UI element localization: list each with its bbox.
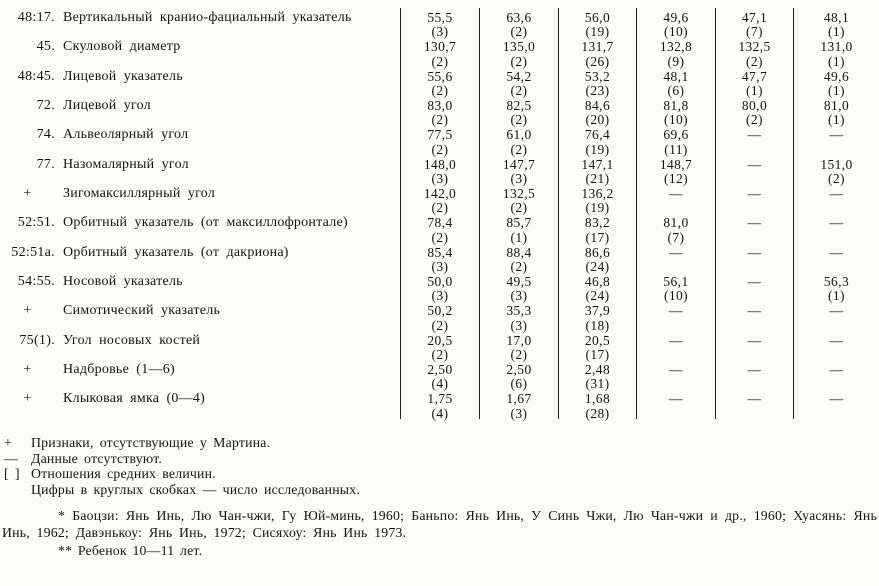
data-cell	[715, 125, 793, 154]
data-cell	[400, 331, 479, 360]
cell-value: 2,50	[427, 362, 453, 378]
data-cell	[715, 360, 793, 389]
cell-value: —	[829, 391, 844, 407]
table-row-label-cell	[0, 125, 400, 154]
data-cell	[479, 125, 558, 157]
data-cell	[793, 243, 879, 272]
cell-value: 17,0	[506, 332, 532, 348]
cell-value: 148,7	[659, 156, 693, 172]
cell-value: 78,4	[427, 215, 453, 231]
cell-value: —	[829, 244, 844, 260]
cell-count: (10)	[663, 288, 689, 304]
row-label: Носовой указатель	[63, 274, 183, 290]
legend-note	[4, 451, 360, 467]
cell-count: (7)	[667, 229, 685, 245]
row-number: +	[23, 391, 32, 407]
cell-count: (18)	[585, 317, 610, 333]
note-text: Данные отсутствуют.	[31, 450, 163, 466]
data-cell	[400, 301, 479, 333]
cell-count: (2)	[510, 82, 528, 98]
data-cell	[715, 184, 793, 213]
cell-value: —	[669, 186, 683, 202]
data-cell	[558, 37, 636, 69]
cell-count: (1)	[828, 288, 845, 304]
table-row-label-cell	[0, 272, 400, 301]
cell-value: —	[669, 391, 683, 407]
data-cell	[400, 243, 479, 272]
row-number: 77.	[36, 156, 55, 172]
cell-count: (2)	[431, 141, 449, 157]
legend-note	[4, 466, 360, 482]
cell-value: 151,0	[820, 156, 853, 172]
cell-value: —	[829, 332, 844, 348]
data-cell	[479, 213, 558, 245]
data-cell	[793, 301, 879, 330]
cell-value: 1,67	[506, 391, 532, 407]
data-cell	[793, 331, 879, 360]
cell-value: —	[829, 186, 844, 202]
cell-count: (3)	[431, 288, 449, 304]
cell-count: (2)	[510, 200, 528, 216]
cell-value: 77,5	[427, 127, 453, 143]
cell-value: —	[829, 127, 844, 143]
data-cell	[715, 389, 793, 418]
table-row-label-cell	[0, 360, 400, 389]
row-label: Надбровье (1—6)	[63, 362, 175, 378]
cell-value: —	[747, 391, 762, 407]
legend-note	[4, 435, 360, 451]
table-row-label-cell	[0, 301, 400, 330]
cell-count	[794, 407, 879, 421]
cell-count: (1)	[828, 82, 845, 98]
cell-value: 135,0	[502, 39, 536, 55]
data-cell	[558, 331, 636, 360]
row-label: Лицевой угол	[63, 98, 151, 114]
row-label: Угол носовых костей	[63, 332, 201, 348]
row-number: 74.	[36, 127, 55, 143]
data-cell	[636, 155, 715, 184]
data-cell	[715, 96, 793, 128]
cell-count: (26)	[585, 53, 610, 69]
row-label: Альвеолярный угол	[63, 127, 189, 143]
cell-count: (2)	[431, 53, 449, 69]
cell-count: (2)	[431, 346, 449, 362]
legend-note	[4, 482, 360, 498]
cell-count: (28)	[585, 405, 610, 421]
data-cell	[636, 8, 715, 40]
cell-count	[637, 407, 715, 421]
data-cell	[558, 67, 636, 96]
data-cell	[558, 272, 636, 304]
cell-value: —	[747, 332, 762, 348]
table-row-label-cell	[0, 96, 400, 125]
cell-value: 56,3	[823, 274, 850, 290]
cell-value: 50,0	[427, 274, 453, 290]
data-cell	[715, 301, 793, 330]
cell-count: (2)	[510, 24, 528, 40]
craniometric-measurements-table	[0, 8, 879, 419]
note-marker	[4, 482, 31, 498]
data-cell	[715, 272, 793, 301]
table-row-label-cell	[0, 184, 400, 213]
cell-count: (19)	[585, 141, 610, 157]
cell-count: (17)	[585, 229, 610, 245]
note-text: Цифры в круглых скобках — число исследованных.	[31, 481, 360, 497]
data-cell	[400, 389, 479, 421]
cell-value: 20,5	[427, 332, 453, 348]
data-cell	[636, 184, 715, 213]
cell-value: 147,1	[581, 156, 614, 172]
row-number: 72.	[36, 98, 55, 114]
data-cell	[793, 213, 879, 242]
row-number: +	[23, 362, 32, 378]
data-cell	[479, 8, 558, 40]
row-number: +	[23, 186, 32, 202]
row-label: Вертикальный кранио-фациальный указатель	[63, 10, 352, 25]
cell-count: (2)	[431, 82, 449, 98]
table-row-label-cell	[0, 37, 400, 66]
data-cell	[479, 96, 558, 128]
cell-value: 61,0	[506, 127, 532, 143]
data-cell	[636, 213, 715, 245]
data-cell	[636, 243, 715, 272]
data-cell	[479, 360, 558, 392]
row-label: Симотический указатель	[63, 303, 221, 319]
cell-count: (2)	[431, 317, 449, 333]
row-number: 45.	[36, 39, 55, 55]
data-cell	[558, 389, 636, 421]
table-row-label-cell	[0, 155, 400, 184]
data-cell	[793, 125, 879, 154]
data-cell	[793, 67, 879, 96]
cell-count: (2)	[431, 229, 449, 245]
note-text: Отношения средних величин.	[31, 466, 216, 482]
cell-count: (2)	[510, 346, 528, 362]
cell-count: (17)	[585, 346, 610, 362]
cell-count	[716, 407, 793, 421]
data-cell	[636, 67, 715, 96]
cell-value: 2,50	[506, 362, 532, 378]
cell-count: (19)	[585, 200, 610, 216]
cell-value: 84,6	[584, 98, 611, 114]
legend-notes	[4, 435, 360, 497]
data-cell	[793, 155, 879, 184]
data-cell	[715, 331, 793, 360]
cell-value: 88,4	[506, 244, 532, 260]
cell-value: —	[747, 362, 762, 378]
cell-value: 47,7	[741, 68, 768, 84]
cell-count: (6)	[510, 376, 528, 392]
cell-value: 50,2	[427, 303, 453, 319]
cell-value: —	[669, 362, 683, 378]
cell-count: (3)	[510, 288, 528, 304]
row-label: Орбитный указатель (от дакриона)	[63, 244, 289, 260]
cell-count: (11)	[664, 141, 688, 157]
cell-value: 49,6	[823, 68, 850, 84]
row-number: 48:45.	[17, 68, 55, 84]
table-row-label-cell	[0, 213, 400, 242]
row-label: Скуловой диаметр	[63, 39, 181, 55]
cell-count: (1)	[828, 112, 845, 128]
cell-value: —	[669, 244, 683, 260]
cell-count: (3)	[510, 170, 528, 186]
data-cell	[558, 243, 636, 272]
cell-value: 55,5	[427, 10, 453, 25]
cell-count: (10)	[663, 112, 689, 128]
cell-count: (7)	[746, 24, 763, 40]
cell-value: —	[829, 215, 844, 231]
data-cell	[793, 272, 879, 304]
cell-count: (2)	[828, 170, 845, 186]
note-text: Признаки, отсутствующие у Мартина.	[31, 435, 271, 450]
data-cell	[479, 67, 558, 96]
cell-count: (2)	[431, 112, 449, 128]
cell-value: 83,0	[427, 98, 453, 114]
row-number: +	[23, 303, 32, 319]
cell-value: —	[747, 186, 762, 202]
cell-count: (2)	[510, 258, 528, 274]
data-cell	[715, 243, 793, 272]
cell-count: (9)	[667, 53, 685, 69]
row-label: Клыковая ямка (0—4)	[63, 391, 206, 407]
row-label: Орбитный указатель (от максиллофронтале)	[63, 215, 348, 231]
cell-value: 2,48	[584, 362, 611, 378]
row-label: Назомалярный угол	[63, 156, 189, 172]
data-cell	[400, 184, 479, 216]
data-cell	[400, 8, 479, 40]
cell-value: 132,5	[738, 39, 771, 55]
cell-count: (20)	[585, 112, 610, 128]
cell-count: (2)	[431, 200, 449, 216]
data-cell	[558, 360, 636, 392]
cell-count: (1)	[828, 24, 845, 40]
cell-count: (3)	[510, 317, 528, 333]
row-number: 54:55.	[17, 274, 55, 290]
data-cell	[400, 37, 479, 69]
row-number: 48:17.	[17, 10, 55, 25]
cell-count: (3)	[510, 405, 528, 421]
cell-value: 1,68	[584, 391, 611, 407]
cell-value: 20,5	[584, 332, 611, 348]
data-cell	[558, 155, 636, 184]
note-marker: —	[4, 450, 18, 466]
cell-count: (2)	[510, 53, 528, 69]
cell-value: 131,7	[581, 39, 614, 55]
table-row-label-cell	[0, 67, 400, 96]
data-cell	[793, 37, 879, 69]
data-cell	[558, 96, 636, 128]
cell-count: (23)	[585, 82, 610, 98]
data-cell	[558, 8, 636, 40]
cell-value: 54,2	[506, 68, 532, 84]
cell-value: 130,7	[423, 39, 457, 55]
data-cell	[558, 125, 636, 157]
cell-value: —	[829, 362, 844, 378]
data-cell	[479, 184, 558, 216]
cell-value: 76,4	[584, 127, 611, 143]
footnotes-block	[2, 508, 877, 560]
data-cell	[400, 96, 479, 128]
data-cell	[636, 301, 715, 330]
footnote-child-age: ** Ребенок 10—11 лет.	[58, 543, 203, 558]
cell-count: (2)	[746, 53, 763, 69]
data-cell	[636, 125, 715, 157]
cell-value: 85,7	[506, 215, 532, 231]
data-cell	[479, 272, 558, 304]
cell-count: (1)	[510, 229, 528, 245]
data-cell	[479, 389, 558, 421]
table-row-label-cell	[0, 8, 400, 37]
cell-value: 131,0	[820, 39, 853, 55]
cell-value: 63,6	[506, 10, 532, 25]
data-cell	[715, 155, 793, 184]
data-cell	[715, 37, 793, 69]
cell-value: —	[747, 215, 762, 231]
cell-value: 136,2	[581, 186, 614, 202]
cell-value: 56,1	[663, 274, 689, 290]
cell-value: 53,2	[584, 68, 611, 84]
data-cell	[479, 243, 558, 272]
note-marker: [ ]	[4, 466, 20, 482]
cell-count: (2)	[510, 141, 528, 157]
table-row-label-cell	[0, 389, 400, 418]
cell-value: 47,1	[741, 10, 768, 25]
cell-value: 1,75	[427, 391, 453, 407]
data-cell	[793, 360, 879, 389]
data-cell	[400, 360, 479, 392]
data-cell	[558, 184, 636, 216]
data-cell	[479, 37, 558, 69]
cell-value: —	[747, 156, 762, 172]
data-cell	[479, 155, 558, 184]
cell-value: 49,6	[663, 10, 689, 25]
cell-value: 81,0	[663, 215, 689, 231]
cell-count: (3)	[431, 170, 449, 186]
cell-value: 132,8	[659, 39, 693, 55]
cell-count: (24)	[585, 288, 610, 304]
data-cell	[479, 301, 558, 333]
cell-value: 83,2	[584, 215, 611, 231]
cell-value: 81,0	[823, 98, 850, 114]
row-number: 75(1).	[19, 332, 55, 348]
data-cell	[400, 213, 479, 245]
data-cell	[400, 125, 479, 157]
data-cell	[636, 331, 715, 360]
cell-value: 148,0	[423, 156, 457, 172]
cell-value: 46,8	[584, 274, 611, 290]
table-row-label-cell	[0, 331, 400, 360]
cell-value: 80,0	[741, 98, 768, 114]
data-cell	[400, 272, 479, 304]
cell-value: 86,6	[584, 244, 611, 260]
data-cell	[400, 67, 479, 96]
data-cell	[793, 96, 879, 128]
cell-value: —	[747, 303, 762, 319]
note-marker: +	[4, 435, 12, 450]
cell-value: 69,6	[663, 127, 689, 143]
cell-count: (1)	[746, 82, 763, 98]
data-cell	[479, 331, 558, 360]
cell-value: 35,3	[506, 303, 532, 319]
cell-value: —	[669, 332, 683, 348]
cell-value: —	[669, 303, 683, 319]
cell-count: (2)	[510, 112, 528, 128]
cell-count: (21)	[585, 170, 610, 186]
data-cell	[793, 389, 879, 418]
cell-value: 132,5	[502, 186, 536, 202]
data-cell	[636, 389, 715, 418]
cell-count: (3)	[431, 258, 449, 274]
cell-count: (4)	[431, 405, 449, 421]
data-cell	[636, 96, 715, 128]
data-cell	[715, 8, 793, 40]
cell-count: (2)	[746, 112, 763, 128]
data-cell	[558, 301, 636, 333]
cell-value: —	[747, 274, 762, 290]
cell-value: 56,0	[584, 10, 611, 25]
footnote-sources: * Баоцзи: Янь Инь, Лю Чан-чжи, Гу Юй-минь, 1960; Баньпо: Янь Инь, У Синь Чжи, Лю Чан-чжи и др., 1960; Хуасянь: Янь Инь, 1962; Давэнькоу: Янь Инь, 1972; Сисяхоу: Янь Инь 1973.	[2, 508, 877, 540]
data-cell	[558, 213, 636, 245]
cell-value: 81,8	[663, 98, 689, 114]
cell-value: 82,5	[506, 98, 532, 114]
row-label: Зигомаксиллярный угол	[63, 186, 216, 202]
cell-count: (19)	[585, 24, 610, 40]
row-label: Лицевой указатель	[63, 68, 183, 84]
cell-count: (4)	[431, 376, 449, 392]
data-cell	[793, 184, 879, 213]
cell-value: —	[829, 303, 844, 319]
data-cell	[400, 155, 479, 184]
cell-value: 55,6	[427, 68, 453, 84]
cell-count: (3)	[431, 24, 449, 40]
cell-count: (31)	[585, 376, 610, 392]
cell-value: 48,1	[663, 68, 689, 84]
cell-count: (12)	[663, 170, 689, 186]
cell-value: 142,0	[423, 186, 457, 202]
data-cell	[793, 8, 879, 40]
cell-count: (24)	[585, 258, 610, 274]
data-cell	[636, 272, 715, 304]
cell-value: 85,4	[427, 244, 453, 260]
cell-count: (10)	[663, 24, 689, 40]
cell-value: 49,5	[506, 274, 532, 290]
data-cell	[636, 360, 715, 389]
data-cell	[715, 213, 793, 242]
data-cell	[636, 37, 715, 69]
cell-count: (1)	[828, 53, 845, 69]
cell-value: 147,7	[502, 156, 536, 172]
data-cell	[715, 67, 793, 96]
row-number: 52:51а.	[11, 244, 55, 260]
table-row-label-cell	[0, 243, 400, 272]
row-number: 52:51.	[17, 215, 55, 231]
cell-value: —	[747, 127, 762, 143]
cell-value: 37,9	[584, 303, 611, 319]
cell-value: 48,1	[823, 10, 850, 25]
cell-value: —	[747, 244, 762, 260]
cell-count: (6)	[667, 82, 685, 98]
